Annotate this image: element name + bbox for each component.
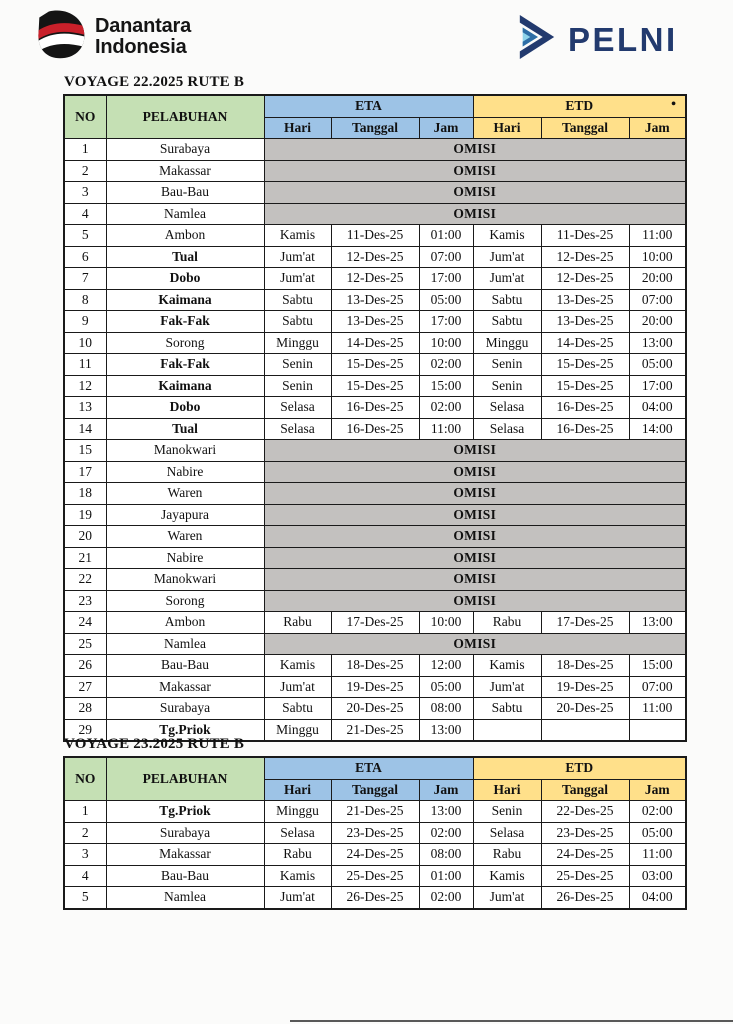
cell-eta-jam: 17:00	[419, 311, 473, 333]
cell-etd-jam: 07:00	[629, 676, 686, 698]
cell-eta-hari: Jum'at	[264, 268, 331, 290]
cell-omisi: OMISI	[264, 590, 686, 612]
cell-eta-tanggal: 21-Des-25	[331, 719, 419, 741]
cell-eta-tanggal: 13-Des-25	[331, 311, 419, 333]
cell-no: 3	[64, 844, 106, 866]
table-row	[64, 822, 686, 844]
col-header-eta-tanggal: Tanggal	[331, 779, 419, 801]
cell-etd-tanggal: 13-Des-25	[541, 311, 629, 333]
header-row-1	[64, 95, 686, 117]
cell-eta-jam: 12:00	[419, 655, 473, 677]
cell-eta-tanggal: 17-Des-25	[331, 612, 419, 634]
col-header-etd: ETD	[473, 757, 686, 779]
voyage-23-rows	[64, 801, 686, 909]
col-header-eta-hari: Hari	[264, 117, 331, 139]
cell-etd-tanggal: 20-Des-25	[541, 698, 629, 720]
cell-eta-jam: 17:00	[419, 268, 473, 290]
cell-port: Manokwari	[106, 569, 264, 591]
table-row	[64, 526, 686, 548]
cell-port: Ambon	[106, 225, 264, 247]
etd-label: ETD	[565, 98, 594, 114]
table-row	[64, 887, 686, 909]
cell-etd-hari: Selasa	[473, 397, 541, 419]
cell-eta-tanggal: 15-Des-25	[331, 354, 419, 376]
cell-eta-hari: Senin	[264, 354, 331, 376]
cell-port: Namlea	[106, 203, 264, 225]
cell-etd-jam: 13:00	[629, 332, 686, 354]
cell-omisi: OMISI	[264, 182, 686, 204]
cell-eta-jam: 02:00	[419, 354, 473, 376]
cell-eta-hari: Rabu	[264, 844, 331, 866]
table-row	[64, 844, 686, 866]
voyage-23-title: VOYAGE 23.2025 RUTE B	[64, 736, 245, 752]
cell-etd-jam: 20:00	[629, 268, 686, 290]
cell-eta-tanggal: 25-Des-25	[331, 865, 419, 887]
col-header-etd-tanggal: Tanggal	[541, 117, 629, 139]
table-row	[64, 483, 686, 505]
cell-eta-hari: Minggu	[264, 801, 331, 823]
col-header-etd	[473, 95, 686, 117]
table-row	[64, 182, 686, 204]
cell-eta-jam: 07:00	[419, 246, 473, 268]
scan-artifact-line	[290, 1020, 733, 1022]
cell-etd-jam: 02:00	[629, 801, 686, 823]
cell-port: Waren	[106, 483, 264, 505]
cell-port: Makassar	[106, 160, 264, 182]
cell-omisi: OMISI	[264, 547, 686, 569]
cell-eta-jam: 10:00	[419, 612, 473, 634]
cell-eta-jam: 01:00	[419, 865, 473, 887]
cell-eta-jam: 13:00	[419, 801, 473, 823]
col-header-no: NO	[64, 757, 106, 801]
cell-eta-tanggal: 21-Des-25	[331, 801, 419, 823]
cell-eta-tanggal: 14-Des-25	[331, 332, 419, 354]
table-row	[64, 590, 686, 612]
cell-eta-hari: Minggu	[264, 719, 331, 741]
cell-no: 17	[64, 461, 106, 483]
table-row	[64, 418, 686, 440]
voyage-22-title: VOYAGE 22.2025 RUTE B	[64, 74, 245, 90]
cell-eta-tanggal: 20-Des-25	[331, 698, 419, 720]
cell-etd-jam: 03:00	[629, 865, 686, 887]
cell-eta-tanggal: 16-Des-25	[331, 397, 419, 419]
cell-eta-hari: Kamis	[264, 865, 331, 887]
cell-no: 4	[64, 865, 106, 887]
cell-eta-hari: Selasa	[264, 397, 331, 419]
cell-port: Manokwari	[106, 440, 264, 462]
table-row	[64, 354, 686, 376]
cell-eta-jam: 05:00	[419, 676, 473, 698]
cell-omisi: OMISI	[264, 483, 686, 505]
cell-etd-tanggal: 18-Des-25	[541, 655, 629, 677]
cell-no: 6	[64, 246, 106, 268]
cell-no: 1	[64, 139, 106, 161]
cell-omisi: OMISI	[264, 526, 686, 548]
cell-port: Sorong	[106, 590, 264, 612]
col-header-etd-jam: Jam	[629, 117, 686, 139]
cell-eta-tanggal: 18-Des-25	[331, 655, 419, 677]
table-row	[64, 397, 686, 419]
cell-etd-tanggal: 24-Des-25	[541, 844, 629, 866]
cell-etd-jam: 13:00	[629, 612, 686, 634]
danantara-flag-icon	[35, 8, 87, 65]
cell-eta-jam: 15:00	[419, 375, 473, 397]
table-row	[64, 633, 686, 655]
cell-omisi: OMISI	[264, 504, 686, 526]
cell-port: Tg.Priok	[106, 801, 264, 823]
cell-omisi: OMISI	[264, 440, 686, 462]
cell-etd-jam: 11:00	[629, 844, 686, 866]
table-row	[64, 569, 686, 591]
cell-etd-jam: 15:00	[629, 655, 686, 677]
cell-no: 7	[64, 268, 106, 290]
col-header-etd-tanggal: Tanggal	[541, 779, 629, 801]
cell-etd-hari: Selasa	[473, 418, 541, 440]
cell-eta-hari: Selasa	[264, 822, 331, 844]
table-row	[64, 268, 686, 290]
cell-no: 3	[64, 182, 106, 204]
cell-etd-jam: 17:00	[629, 375, 686, 397]
cell-etd-tanggal: 23-Des-25	[541, 822, 629, 844]
cell-port: Nabire	[106, 547, 264, 569]
voyage-23-section	[63, 736, 687, 910]
cell-eta-jam: 02:00	[419, 397, 473, 419]
cell-eta-jam: 13:00	[419, 719, 473, 741]
cell-port: Bau-Bau	[106, 655, 264, 677]
cell-no: 21	[64, 547, 106, 569]
col-header-eta-jam: Jam	[419, 117, 473, 139]
cell-etd-hari: Kamis	[473, 225, 541, 247]
table-row	[64, 698, 686, 720]
pelni-logo	[516, 14, 678, 65]
col-header-eta: ETA	[264, 95, 473, 117]
cell-no: 19	[64, 504, 106, 526]
cell-etd-tanggal: 12-Des-25	[541, 246, 629, 268]
cell-no: 14	[64, 418, 106, 440]
cell-eta-hari: Jum'at	[264, 676, 331, 698]
cell-etd-hari: Sabtu	[473, 289, 541, 311]
col-header-etd-hari: Hari	[473, 117, 541, 139]
cell-port: Kaimana	[106, 375, 264, 397]
cell-etd-jam: 14:00	[629, 418, 686, 440]
cell-etd-tanggal: 17-Des-25	[541, 612, 629, 634]
cell-port: Jayapura	[106, 504, 264, 526]
cell-eta-jam: 08:00	[419, 698, 473, 720]
cell-eta-hari: Sabtu	[264, 311, 331, 333]
cell-eta-jam: 02:00	[419, 822, 473, 844]
cell-eta-tanggal: 23-Des-25	[331, 822, 419, 844]
cell-etd-hari: Sabtu	[473, 698, 541, 720]
table-row	[64, 655, 686, 677]
cell-no: 12	[64, 375, 106, 397]
cell-eta-jam: 08:00	[419, 844, 473, 866]
cell-port: Ambon	[106, 612, 264, 634]
cell-port: Surabaya	[106, 822, 264, 844]
cell-etd-hari: Kamis	[473, 865, 541, 887]
table-row	[64, 246, 686, 268]
cell-etd-jam: 05:00	[629, 822, 686, 844]
col-header-eta-jam: Jam	[419, 779, 473, 801]
cell-etd-hari: Senin	[473, 375, 541, 397]
cell-no: 1	[64, 801, 106, 823]
cell-omisi: OMISI	[264, 461, 686, 483]
cell-etd-tanggal: 26-Des-25	[541, 887, 629, 909]
cell-no: 2	[64, 822, 106, 844]
cell-no: 4	[64, 203, 106, 225]
cell-omisi: OMISI	[264, 203, 686, 225]
cell-no: 9	[64, 311, 106, 333]
cell-etd-jam: 04:00	[629, 397, 686, 419]
cell-no: 20	[64, 526, 106, 548]
cell-no: 10	[64, 332, 106, 354]
cell-etd-tanggal: 15-Des-25	[541, 375, 629, 397]
table-row	[64, 612, 686, 634]
cell-eta-hari: Sabtu	[264, 698, 331, 720]
cell-etd-hari: Jum'at	[473, 676, 541, 698]
cell-eta-tanggal: 11-Des-25	[331, 225, 419, 247]
table-row	[64, 160, 686, 182]
cell-no: 22	[64, 569, 106, 591]
table-row	[64, 332, 686, 354]
cell-port: Namlea	[106, 887, 264, 909]
voyage-22-section	[63, 74, 687, 742]
cell-etd-tanggal: 14-Des-25	[541, 332, 629, 354]
header-row-1	[64, 757, 686, 779]
cell-eta-hari: Sabtu	[264, 289, 331, 311]
danantara-wordmark-line1: Danantara	[95, 14, 192, 37]
col-header-etd-jam: Jam	[629, 779, 686, 801]
col-header-eta: ETA	[264, 757, 473, 779]
cell-no: 18	[64, 483, 106, 505]
cell-etd-tanggal: 11-Des-25	[541, 225, 629, 247]
cell-etd-jam: 20:00	[629, 311, 686, 333]
cell-eta-hari: Senin	[264, 375, 331, 397]
cell-no: 23	[64, 590, 106, 612]
cell-etd-hari: Selasa	[473, 822, 541, 844]
cell-port: Bau-Bau	[106, 182, 264, 204]
cell-etd-tanggal: 19-Des-25	[541, 676, 629, 698]
table-row	[64, 801, 686, 823]
cell-port: Fak-Fak	[106, 354, 264, 376]
cell-port: Bau-Bau	[106, 865, 264, 887]
table-row	[64, 676, 686, 698]
cell-omisi: OMISI	[264, 139, 686, 161]
cell-eta-hari: Kamis	[264, 655, 331, 677]
cell-port: Namlea	[106, 633, 264, 655]
cell-port: Dobo	[106, 268, 264, 290]
cell-etd-hari: Rabu	[473, 844, 541, 866]
cell-omisi: OMISI	[264, 569, 686, 591]
cell-port: Tual	[106, 246, 264, 268]
pelni-wordmark: PELNI	[568, 20, 678, 58]
cell-no: 8	[64, 289, 106, 311]
cell-etd-tanggal: 22-Des-25	[541, 801, 629, 823]
cell-eta-tanggal: 13-Des-25	[331, 289, 419, 311]
cell-etd-jam: 05:00	[629, 354, 686, 376]
etd-bullet-marker: •	[671, 97, 677, 113]
cell-eta-hari: Jum'at	[264, 246, 331, 268]
cell-eta-hari: Jum'at	[264, 887, 331, 909]
cell-port: Makassar	[106, 676, 264, 698]
cell-port: Surabaya	[106, 139, 264, 161]
cell-etd-tanggal: 25-Des-25	[541, 865, 629, 887]
cell-eta-jam: 05:00	[419, 289, 473, 311]
col-header-eta-hari: Hari	[264, 779, 331, 801]
table-row	[64, 375, 686, 397]
cell-port: Fak-Fak	[106, 311, 264, 333]
cell-omisi: OMISI	[264, 633, 686, 655]
cell-no: 29	[64, 719, 106, 741]
cell-eta-jam: 11:00	[419, 418, 473, 440]
cell-eta-jam: 10:00	[419, 332, 473, 354]
cell-no: 2	[64, 160, 106, 182]
cell-etd-hari: Minggu	[473, 332, 541, 354]
cell-etd-jam: 10:00	[629, 246, 686, 268]
cell-port: Dobo	[106, 397, 264, 419]
cell-etd-hari: Sabtu	[473, 311, 541, 333]
cell-eta-hari: Selasa	[264, 418, 331, 440]
pelni-chevron-icon	[516, 14, 558, 65]
cell-eta-tanggal: 15-Des-25	[331, 375, 419, 397]
cell-etd-hari: Rabu	[473, 612, 541, 634]
cell-eta-hari: Rabu	[264, 612, 331, 634]
cell-port: Surabaya	[106, 698, 264, 720]
cell-etd-tanggal: 12-Des-25	[541, 268, 629, 290]
danantara-logo	[35, 8, 191, 65]
voyage-22-table	[63, 94, 687, 742]
cell-eta-tanggal: 19-Des-25	[331, 676, 419, 698]
table-row	[64, 865, 686, 887]
cell-etd-jam: 11:00	[629, 225, 686, 247]
cell-no: 26	[64, 655, 106, 677]
table-row	[64, 289, 686, 311]
voyage-22-rows	[64, 139, 686, 742]
cell-eta-tanggal: 12-Des-25	[331, 246, 419, 268]
cell-port: Kaimana	[106, 289, 264, 311]
cell-etd-jam: 04:00	[629, 887, 686, 909]
col-header-pelabuhan: PELABUHAN	[106, 95, 264, 139]
cell-no: 27	[64, 676, 106, 698]
cell-eta-jam: 01:00	[419, 225, 473, 247]
cell-no: 5	[64, 887, 106, 909]
cell-port: Tual	[106, 418, 264, 440]
table-row	[64, 440, 686, 462]
cell-etd-hari: Senin	[473, 354, 541, 376]
cell-etd-hari: Kamis	[473, 655, 541, 677]
cell-etd-hari: Jum'at	[473, 887, 541, 909]
table-row	[64, 461, 686, 483]
cell-etd-tanggal: 16-Des-25	[541, 418, 629, 440]
cell-eta-hari: Minggu	[264, 332, 331, 354]
cell-eta-tanggal: 26-Des-25	[331, 887, 419, 909]
col-header-pelabuhan: PELABUHAN	[106, 757, 264, 801]
cell-no: 5	[64, 225, 106, 247]
cell-no: 13	[64, 397, 106, 419]
cell-etd-tanggal: 13-Des-25	[541, 289, 629, 311]
col-header-etd-hari: Hari	[473, 779, 541, 801]
cell-etd-tanggal: 16-Des-25	[541, 397, 629, 419]
cell-eta-jam: 02:00	[419, 887, 473, 909]
cell-etd-hari: Senin	[473, 801, 541, 823]
col-header-eta-tanggal: Tanggal	[331, 117, 419, 139]
table-row	[64, 203, 686, 225]
table-row	[64, 547, 686, 569]
cell-port: Makassar	[106, 844, 264, 866]
cell-eta-hari: Kamis	[264, 225, 331, 247]
cell-no: 24	[64, 612, 106, 634]
cell-port: Nabire	[106, 461, 264, 483]
cell-etd-jam: 07:00	[629, 289, 686, 311]
cell-eta-tanggal: 24-Des-25	[331, 844, 419, 866]
table-row	[64, 225, 686, 247]
danantara-wordmark-line2: Indonesia	[95, 35, 187, 58]
table-row	[64, 139, 686, 161]
cell-eta-tanggal: 16-Des-25	[331, 418, 419, 440]
cell-etd-hari: Jum'at	[473, 246, 541, 268]
cell-no: 11	[64, 354, 106, 376]
cell-no: 15	[64, 440, 106, 462]
cell-port: Sorong	[106, 332, 264, 354]
cell-port: Waren	[106, 526, 264, 548]
cell-no: 28	[64, 698, 106, 720]
cell-eta-tanggal: 12-Des-25	[331, 268, 419, 290]
cell-etd-tanggal: 15-Des-25	[541, 354, 629, 376]
cell-etd-jam: 11:00	[629, 698, 686, 720]
cell-omisi: OMISI	[264, 160, 686, 182]
table-row	[64, 504, 686, 526]
col-header-no: NO	[64, 95, 106, 139]
table-row	[64, 311, 686, 333]
cell-port: Tg.Priok	[106, 719, 264, 741]
cell-no: 25	[64, 633, 106, 655]
cell-etd-hari: Jum'at	[473, 268, 541, 290]
voyage-23-table	[63, 756, 687, 910]
